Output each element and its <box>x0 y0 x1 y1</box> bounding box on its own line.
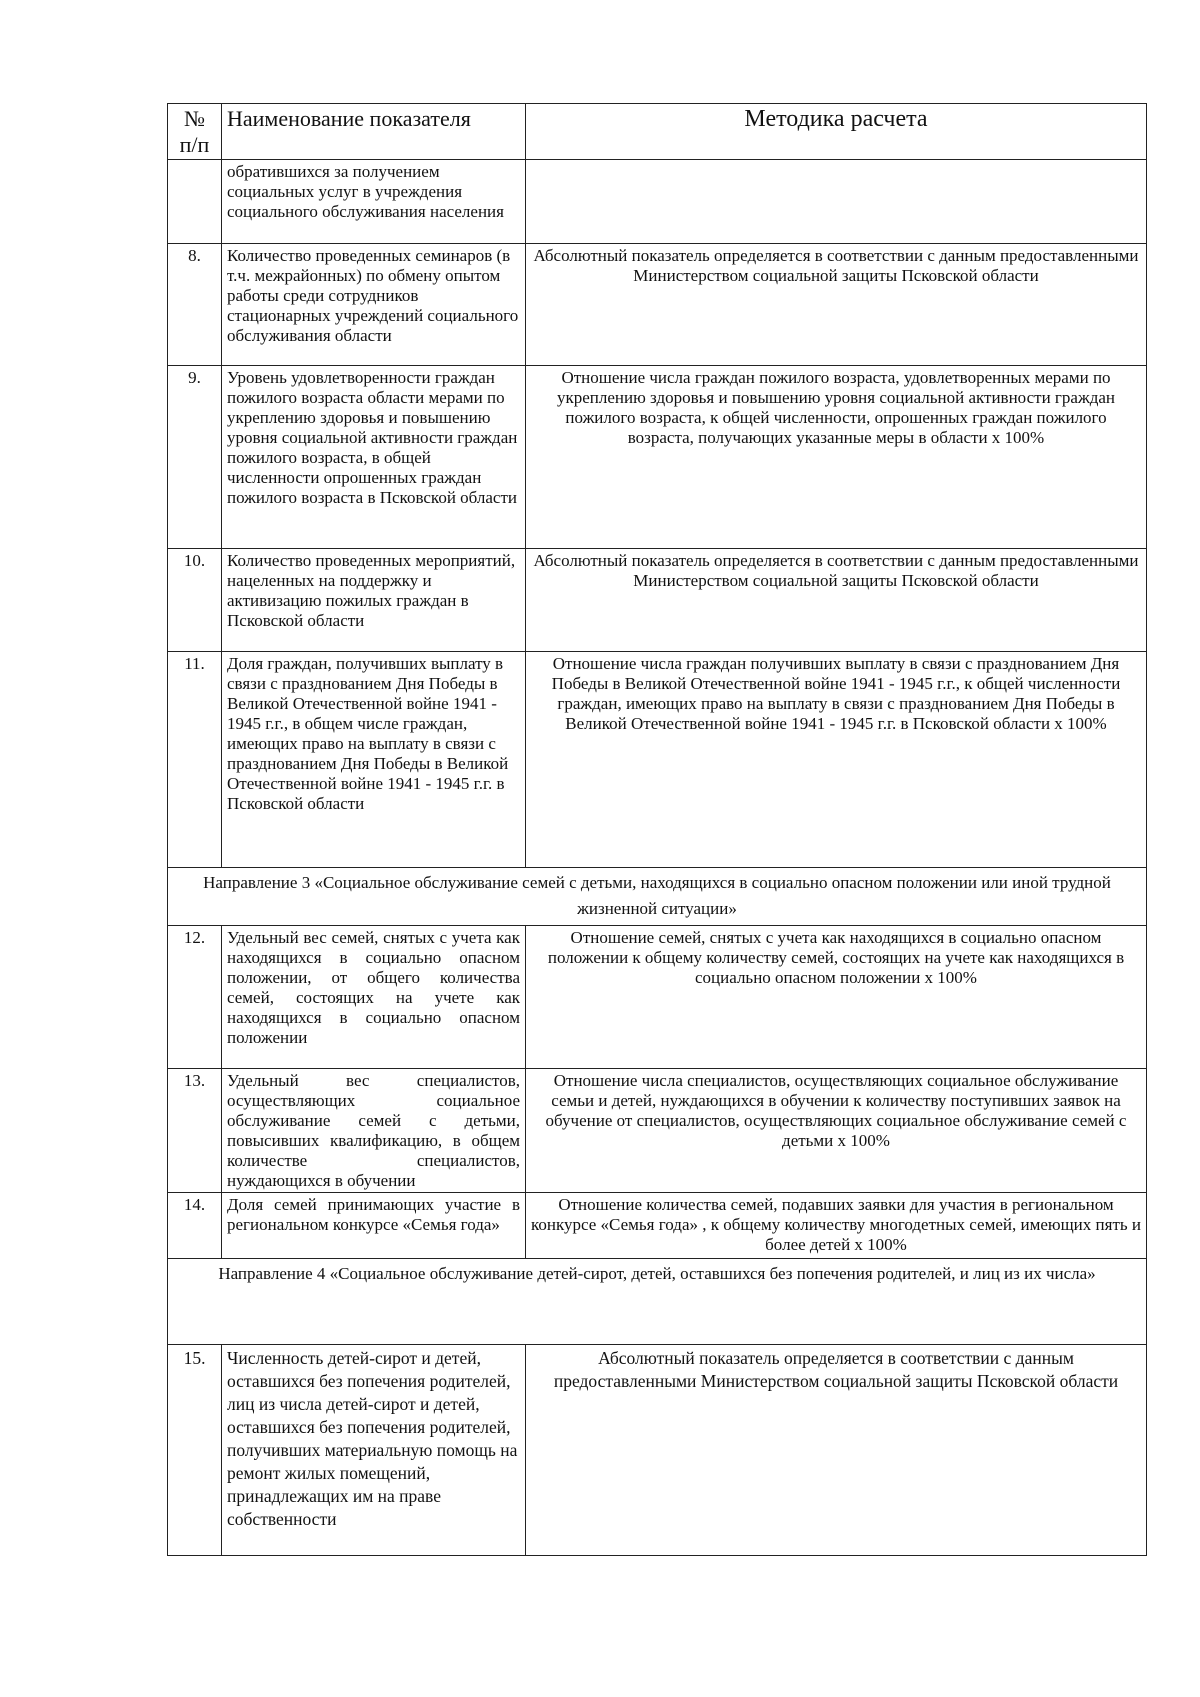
header-method: Методика расчета <box>526 104 1147 160</box>
header-num: № п/п <box>168 104 222 160</box>
row-method: Отношение числа специалистов, осуществляющих социальное обслуживание семьи и детей, нуждающихся в обучении к количеству поступивших заявок на обучение от специалистов, осуществляющих социальное обслуживание семей с детьми х 100% <box>526 1069 1147 1193</box>
row-name: Количество проведенных семинаров (в т.ч. межрайонных) по обмену опытом работы среди сотрудников стационарных учреждений социального обслуживания области <box>222 244 526 366</box>
row-method: Отношение количества семей, подавших заявки для участия в региональном конкурсе «Семья года» , к общему количеству многодетных семей, имеющих пять и более детей х 100% <box>526 1193 1147 1259</box>
row-num: 13. <box>168 1069 222 1193</box>
row-num: 14. <box>168 1193 222 1259</box>
table-row <box>168 652 1147 868</box>
direction-row <box>168 1259 1147 1345</box>
table-row <box>168 366 1147 549</box>
table-row <box>168 1345 1147 1556</box>
row-name: Уровень удовлетворенности граждан пожилого возраста области мерами по укреплению здоровья и повышению уровня социальной активности граждан пожилого возраста, в общей численности опрошенных граждан пожилого возраста в Псковской области <box>222 366 526 549</box>
row-method: Отношение числа граждан получивших выплату в связи с празднованием Дня Победы в Великой Отечественной войне 1941 - 1945 г.г., к общей численности граждан, имеющих право на выплату в связи с празднованием Дня Победы в Великой Отечественной войне 1941 - 1945 г.г. в Псковской области х 100% <box>526 652 1147 868</box>
row-method <box>526 160 1147 244</box>
table-row <box>168 160 1147 244</box>
row-num: 10. <box>168 549 222 652</box>
table-header-row <box>168 104 1147 160</box>
row-name: Количество проведенных мероприятий, нацеленных на поддержку и активизацию пожилых граждан в Псковской области <box>222 549 526 652</box>
row-method: Отношение семей, снятых с учета как находящихся в социально опасном положении к общему количеству семей, состоящих на учете как находящихся в социально опасном положении х 100% <box>526 926 1147 1069</box>
table-row <box>168 244 1147 366</box>
indicators-table <box>167 103 1147 1556</box>
row-num: 12. <box>168 926 222 1069</box>
table-row <box>168 549 1147 652</box>
header-name: Наименование показателя <box>222 104 526 160</box>
direction-4-heading: Направление 4 «Социальное обслуживание детей-сирот, детей, оставшихся без попечения родителей, и лиц из их числа» <box>168 1259 1147 1345</box>
row-name: Удельный вес семей, снятых с учета как находящихся в социально опасном положении, от общего количества семей, состоящих на учете как находящихся в социально опасном положении <box>222 926 526 1069</box>
row-name: Численность детей-сирот и детей, оставшихся без попечения родителей, лиц из числа детей-сирот и детей, оставшихся без попечения родителей, получивших материальную помощь на ремонт жилых помещений, принадлежащих им на праве собственности <box>222 1345 526 1556</box>
table-row <box>168 1193 1147 1259</box>
table-row <box>168 926 1147 1069</box>
row-name: Удельный вес специалистов, осуществляющих социальное обслуживание семей с детьми, повысивших квалификацию, в общем количестве специалистов, нуждающихся в обучении <box>222 1069 526 1193</box>
row-num: 15. <box>168 1345 222 1556</box>
direction-row <box>168 868 1147 926</box>
row-num <box>168 160 222 244</box>
row-name: обратившихся за получением социальных услуг в учреждения социального обслуживания населения <box>222 160 526 244</box>
row-num: 8. <box>168 244 222 366</box>
row-name: Доля граждан, получивших выплату в связи с празднованием Дня Победы в Великой Отечественной войне 1941 - 1945 г.г., в общем числе граждан, имеющих право на выплату в связи с празднованием Дня Победы в Великой Отечественной войне 1941 - 1945 г.г. в Псковской области <box>222 652 526 868</box>
table-row <box>168 1069 1147 1193</box>
direction-3-heading: Направление 3 «Социальное обслуживание семей с детьми, находящихся в социально опасном положении или иной трудной жизненной ситуации» <box>168 868 1147 926</box>
row-method: Отношение числа граждан пожилого возраста, удовлетворенных мерами по укреплению здоровья и повышению уровня социальной активности граждан пожилого возраста, к общей численности, опрошенных граждан пожилого возраста, получающих указанные меры в области х 100% <box>526 366 1147 549</box>
row-num: 9. <box>168 366 222 549</box>
row-method: Абсолютный показатель определяется в соответствии с данным предоставленными Министерством социальной защиты Псковской области <box>526 1345 1147 1556</box>
row-method: Абсолютный показатель определяется в соответствии с данным предоставленными Министерством социальной защиты Псковской области <box>526 549 1147 652</box>
row-name: Доля семей принимающих участие в региональном конкурсе «Семья года» <box>222 1193 526 1259</box>
row-num: 11. <box>168 652 222 868</box>
row-method: Абсолютный показатель определяется в соответствии с данным предоставленными Министерством социальной защиты Псковской области <box>526 244 1147 366</box>
